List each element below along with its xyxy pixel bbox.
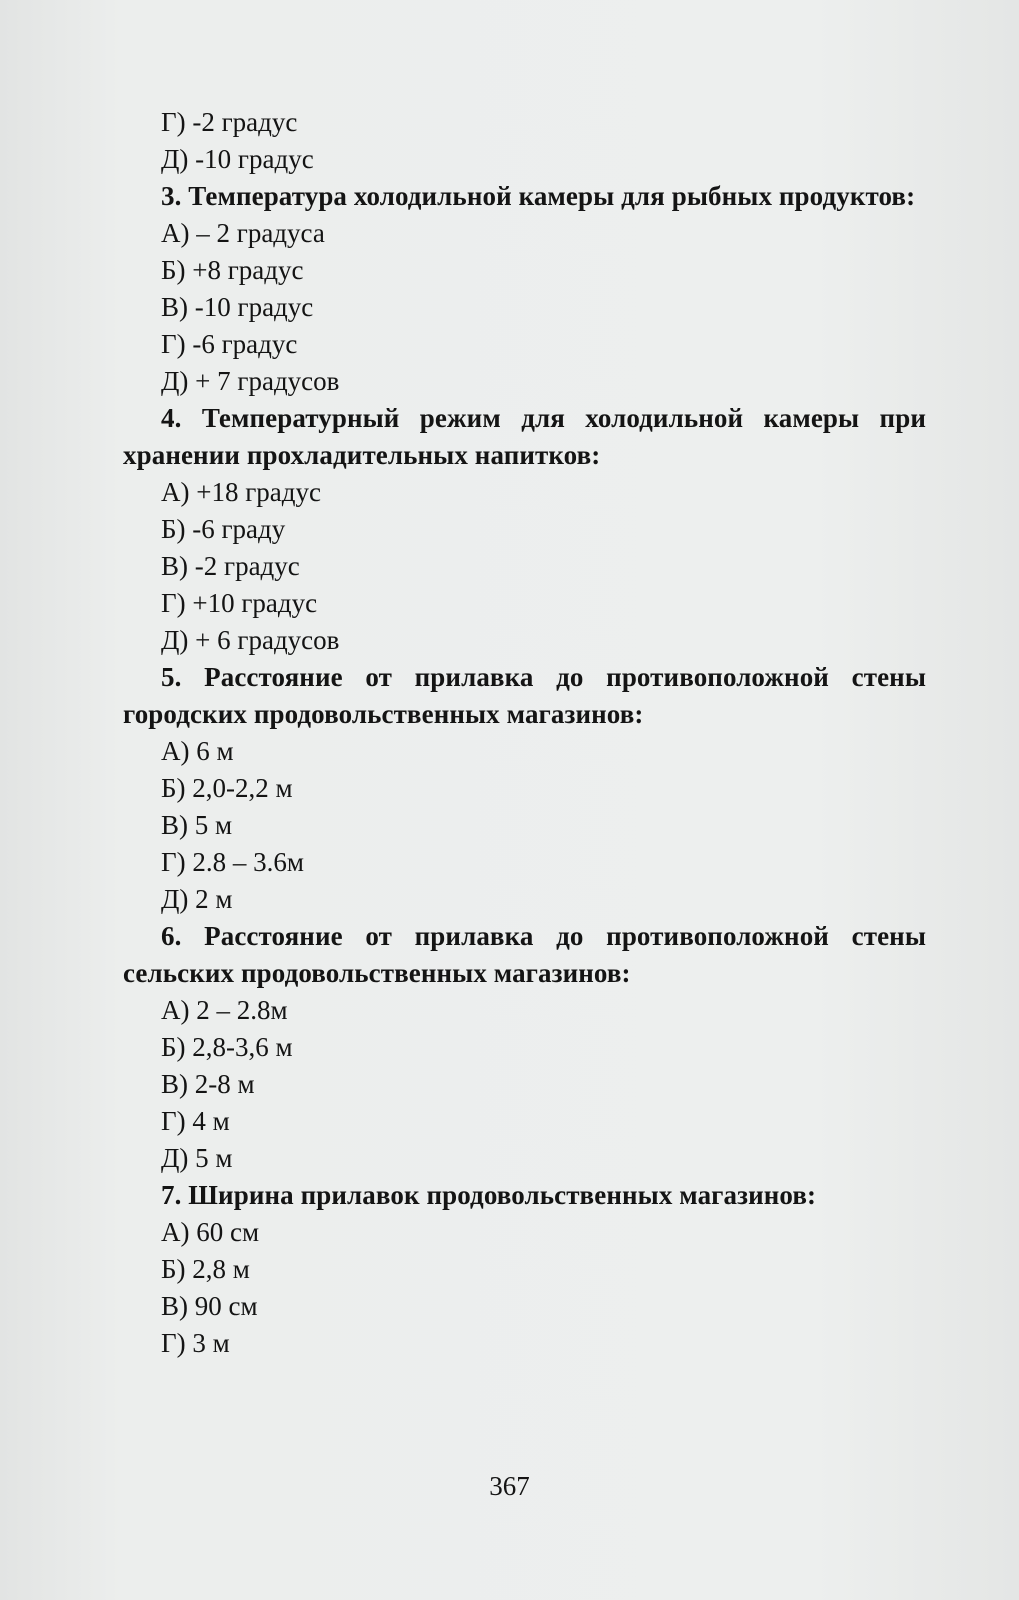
answer-option: А) 6 м xyxy=(161,736,234,766)
answer-option: Г) -6 градус xyxy=(161,329,298,359)
answer-option: А) – 2 градуса xyxy=(161,218,325,248)
answer-option: А) +18 градус xyxy=(161,477,321,507)
answer-option: Д) 5 м xyxy=(161,1143,233,1173)
answer-option: Д) + 6 градусов xyxy=(161,625,340,655)
answer-option: Г) 3 м xyxy=(161,1328,230,1358)
question-5-title: 5. Расстояние от прилавка до противоположной стены городских продовольственных магазинов: xyxy=(123,662,926,729)
answer-option: Д) 2 м xyxy=(161,884,233,914)
answer-option: А) 60 см xyxy=(161,1217,260,1247)
answer-option: В) 5 м xyxy=(161,810,233,840)
answer-option: Г) 2.8 – 3.6м xyxy=(161,847,304,877)
answer-option: Д) + 7 градусов xyxy=(161,366,340,396)
question-6-title: 6. Расстояние от прилавка до противоположной стены сельских продовольственных магазинов: xyxy=(123,921,926,988)
page-content xyxy=(123,104,926,1362)
answer-option: В) -2 градус xyxy=(161,551,300,581)
question-7-title: 7. Ширина прилавок продовольственных магазинов: xyxy=(161,1180,817,1210)
page-number: 367 xyxy=(489,1471,530,1501)
answer-option: Б) 2,8-3,6 м xyxy=(161,1032,293,1062)
answer-option: В) -10 градус xyxy=(161,292,314,322)
answer-option: Б) 2,8 м xyxy=(161,1254,250,1284)
answer-option: Г) +10 градус xyxy=(161,588,318,618)
answer-option: В) 90 см xyxy=(161,1291,258,1321)
answer-option: Б) 2,0-2,2 м xyxy=(161,773,293,803)
answer-option: Г) 4 м xyxy=(161,1106,230,1136)
answer-option: Б) -6 граду xyxy=(161,514,286,544)
question-4-title: 4. Температурный режим для холодильной камеры при хранении прохладительных напитков: xyxy=(123,403,926,470)
question-3-title: 3. Температура холодильной камеры для рыбных продуктов: xyxy=(161,181,916,211)
answer-option: А) 2 – 2.8м xyxy=(161,995,288,1025)
answer-option: В) 2-8 м xyxy=(161,1069,255,1099)
answer-option: Г) -2 градус xyxy=(161,107,298,137)
answer-option: Д) -10 градус xyxy=(161,144,314,174)
answer-option: Б) +8 градус xyxy=(161,255,304,285)
